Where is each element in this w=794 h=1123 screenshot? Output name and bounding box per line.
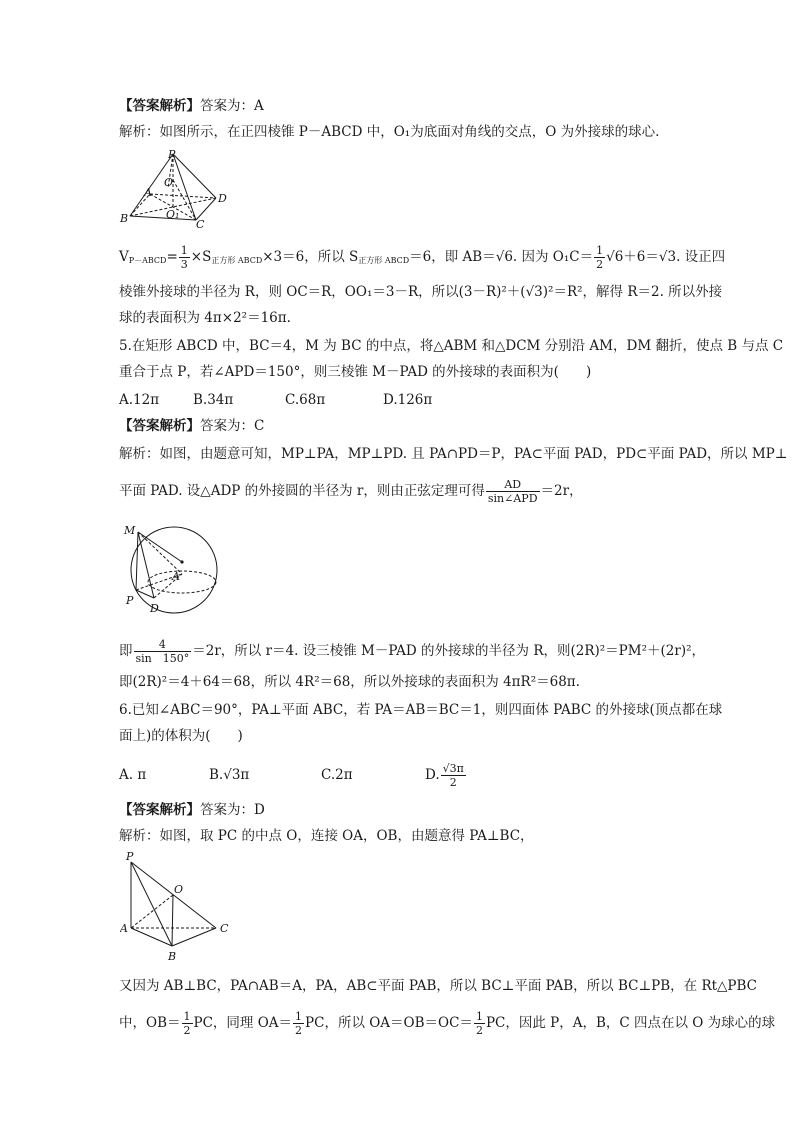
q5-option-d: D.126π <box>383 392 433 408</box>
q5-solution-3: 即 $\frac{4}{\sin 150^\circ}$ ＝2r，所以 r＝4. 设三棱锥 M－PAD 的外接球的半径为 R，则(2R)²＝PM²＋(2r)²， <box>119 638 705 665</box>
fig1-label-o1: O₁ <box>166 208 180 221</box>
q6-solution-3: 中，OB＝ $\frac{1}{2}$ PC，同理 OA＝ $\frac{1}{2}$ PC，所以 OA＝OB＝OC＝ $\frac{1}{2}$ PC，因此 P，A，B，C 四点在以 O 为球心的球 <box>119 1010 776 1037</box>
q5-solution-2: 平面 PAD. 设△ADP 的外接圆的半径为 r，则由正弦定理可得 $\frac{AD}{\text{sin∠APD}}$ ＝2r， <box>119 478 583 505</box>
fraction: $\frac{4}{\sin 150^\circ}$ <box>135 638 190 665</box>
fig3-label-p: P <box>126 850 134 863</box>
fraction: $\frac{1}{2}$ <box>475 1010 483 1037</box>
q5-stem-2: 重合于点 P，若∠APD＝150°，则三棱锥 M－PAD 的外接球的表面积为( ) <box>119 364 592 380</box>
fig3-label-b: B <box>168 950 177 963</box>
fig3-label-o: O <box>174 883 184 896</box>
q5-option-b: B.34π <box>193 392 234 408</box>
figure-sphere <box>122 520 222 620</box>
q5-option-a: A.12π <box>119 392 160 408</box>
calc-line-1: $V_{P-ABCD}=$ $\frac{1}{3}$ $\times S_{正方形 ABCD}\times 3=6$，所以 $S_{正方形 ABCD}=6$，即 AB＝√6. 因为 O₁C＝ $\frac{1}{2}$ √6＋6＝√3. 设正四 <box>119 244 726 271</box>
fig3-label-c: C <box>220 922 229 935</box>
figure-tetrahedron <box>120 850 240 965</box>
fig2-label-d: D <box>150 602 159 615</box>
fig1-label-p: P <box>168 148 176 161</box>
calc-line-3: 球的表面积为 4π×2²＝16π. <box>119 310 291 326</box>
fig1-label-b: B <box>120 212 129 225</box>
q6-solution-2: 又因为 AB⊥BC，PA∩AB＝A，PA，AB⊂平面 PAB，所以 BC⊥平面 PAB，所以 BC⊥PB，在 Rt△PBC <box>119 978 757 994</box>
fig1-label-c: C <box>196 218 205 228</box>
q6-option-d: D. $\frac{√3\pi}{2}$ <box>425 762 464 789</box>
answer-tag: 【答案解析】 <box>119 98 200 114</box>
q5-options <box>119 390 734 410</box>
q6-option-c: C.2π <box>321 767 353 783</box>
fig1-label-d: D <box>218 192 227 205</box>
q6-option-a: A. π <box>119 767 147 783</box>
q6-stem-2: 面上)的体积为( ) <box>119 728 243 744</box>
q5-solution-4: 即(2R)²＝4＋64＝68，所以 4R²＝68，所以外接球的表面积为 4πR²＝68π. <box>119 674 580 690</box>
q6-option-b: B.√3π <box>209 767 250 783</box>
figure-pyramid <box>118 148 233 228</box>
fraction: $\frac{1}{3}$ <box>180 244 188 271</box>
fraction: $\frac{1}{2}$ <box>183 1010 191 1037</box>
q6-stem-1: 6.已知∠ABC＝90°，PA⊥平面 ABC，若 PA＝AB＝BC＝1，则四面体 PABC 的外接球(顶点都在球 <box>119 702 723 718</box>
fig2-label-p: P <box>126 594 134 607</box>
fig1-label-o: O <box>164 176 174 189</box>
q6-solution-1: 解析：如图，取 PC 的中点 O，连接 OA，OB，由题意得 PA⊥BC， <box>119 828 534 844</box>
q5-stem-1: 5.在矩形 ABCD 中，BC＝4，M 为 BC 的中点，将△ABM 和△DCM 分别沿 AM，DM 翻折，使点 B 与点 C <box>119 338 784 354</box>
fig2-label-m: M <box>124 524 136 537</box>
answer-line-1 <box>119 96 734 116</box>
q5-option-c: C.68π <box>285 392 326 408</box>
calc-line-2: 棱锥外接球的半径为 R，则 OC＝R，OO₁＝3－R，所以(3－R)²＋(√3)²＝R²，解得 R＝2. 所以外接 <box>119 284 723 300</box>
fraction: $\frac{√3\pi}{2}$ <box>442 762 464 789</box>
fig2-label-a: A <box>172 570 180 583</box>
answer-text: 答案为：A <box>200 98 264 114</box>
analysis-line: 解析：如图所示，在正四棱锥 P－ABCD 中，O₁为底面对角线的交点，O 为外接球的球心. <box>119 124 660 140</box>
fraction: $\frac{1}{2}$ <box>596 244 604 271</box>
q5-answer: 【答案解析】答案为：C <box>119 418 265 434</box>
q6-options <box>119 762 734 789</box>
fraction: $\frac{AD}{\text{sin∠APD}}$ <box>487 478 538 505</box>
fig1-label-a: A <box>144 186 152 199</box>
q5-solution-1: 解析：如图，由题意可知，MP⊥PA，MP⊥PD. 且 PA∩PD＝P，PA⊂平面 PAD，PD⊂平面 PAD，所以 MP⊥ <box>119 446 788 462</box>
fig3-label-a: A <box>120 922 128 935</box>
q6-answer: 【答案解析】答案为：D <box>119 802 265 818</box>
fraction: $\frac{1}{2}$ <box>295 1010 303 1037</box>
